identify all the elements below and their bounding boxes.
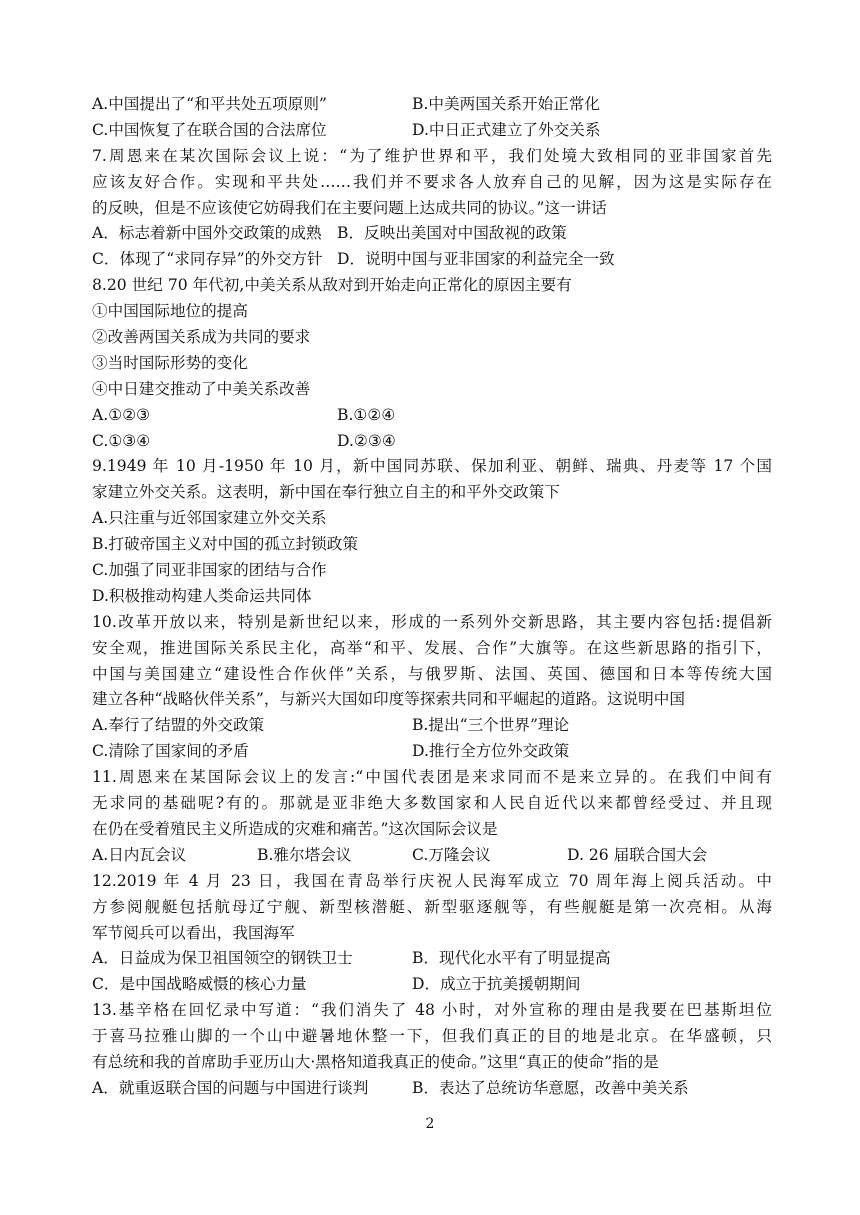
q6-option-b: B.中美两国关系开始正常化 <box>412 95 600 113</box>
q11-option-b: B.雅尔塔会议 <box>257 845 352 864</box>
q6-options-row-2 <box>92 118 772 144</box>
q7-option-b: B．反映出美国对中国敌视的政策 <box>337 224 567 243</box>
q12-option-b: B．现代化水平有了明显提高 <box>412 949 611 968</box>
q10-options-row-2 <box>92 739 772 765</box>
q10-stem-line-3: 中国与美国建立“建设性合作伙伴”关系，与俄罗斯、法国、英国、德国和日本等传统大国 <box>92 664 772 683</box>
q9-option-c: C.加强了同亚非国家的团结与合作 <box>92 561 327 580</box>
q10-stem-line-1: 10.改革开放以来，特别是新世纪以来，形成的一系列外交新思路，其主要内容包括:提倡新 <box>92 612 772 631</box>
q12-option-c: C．是中国战略威慑的核心力量 <box>92 975 307 994</box>
q11-stem-line-2: 无求同的基础呢?有的。那就是亚非绝大多数国家和人民自近代以来都曾经受过、并且现 <box>92 794 772 813</box>
q12-option-a: A．日益成为保卫祖国领空的钢铁卫士 <box>92 949 353 968</box>
q7-option-a: A．标志着新中国外交政策的成熟 <box>92 224 322 243</box>
q9-stem-line-2: 家建立外交关系。这表明，新中国在奉行独立自主的和平外交政策下 <box>92 483 560 502</box>
q8-stem: 8.20 世纪 70 年代初,中美关系从敌对到开始走向正常化的原因主要有 <box>92 276 572 295</box>
q11-options-row <box>92 843 772 869</box>
q8-options-row-2 <box>92 429 772 455</box>
q7-option-c: C．体现了“求同存异”的外交方针 <box>92 250 323 269</box>
q8-item-3: ③当时国际形势的变化 <box>92 353 248 372</box>
q13-stem-line-1: 13.基辛格在回忆录中写道：“我们消失了 48 小时，对外宣称的理由是我要在巴基斯坦位 <box>92 1001 772 1020</box>
q7-stem-line-3: 的反映，但是不应该使它妨碍我们在主要问题上达成共同的协议。”这一讲话 <box>92 198 607 217</box>
q8-option-b: B.①②④ <box>337 405 396 424</box>
q7-stem-line-2: 应该友好合作。实现和平共处……我们并不要求各人放弃自己的见解，因为这是实际存在 <box>92 172 772 191</box>
q10-option-c: C.清除了国家间的矛盾 <box>92 742 249 761</box>
q9-option-a: A.只注重与近邻国家建立外交关系 <box>92 509 327 528</box>
q12-stem-line-3: 军节阅兵可以看出，我国海军 <box>92 923 295 942</box>
q11-option-c: C.万隆会议 <box>412 845 491 864</box>
q9-option-d: D.积极推动构建人类命运共同体 <box>92 586 312 605</box>
q10-options-row-1 <box>92 713 772 739</box>
q8-option-a: A.①②③ <box>92 405 151 424</box>
q12-stem-line-2: 方参阅舰艇包括航母辽宁舰、新型核潜艇、新型驱逐舰等，有些舰艇是第一次亮相。从海 <box>92 897 772 916</box>
q7-stem-line-1: 7.周恩来在某次国际会议上说：“为了维护世界和平，我们处境大致相同的亚非国家首先 <box>92 146 772 165</box>
q11-option-a: A.日内瓦会议 <box>92 845 187 864</box>
q7-option-d: D．说明中国与亚非国家的利益完全一致 <box>337 250 615 269</box>
q8-option-c: C.①③④ <box>92 431 151 450</box>
q7-options-row-2 <box>92 247 772 273</box>
q13-option-b: B．表达了总统访华意愿，改善中美关系 <box>412 1078 689 1097</box>
q10-stem-line-2: 安全观，推进国际关系民主化，高举“和平、发展、合作”大旗等。在这些新思路的指引下， <box>92 638 772 657</box>
q9-stem-line-1: 9.1949 年 10 月-1950 年 10 月，新中国同苏联、保加利亚、朝鲜、瑞典、丹麦等 17 个国 <box>92 457 772 476</box>
q13-stem-line-3: 有总统和我的首席助手亚历山大·黑格知道我真正的使命。”这里“真正的使命”指的是 <box>92 1052 659 1071</box>
q8-option-d: D.②③④ <box>337 431 396 450</box>
q6-option-c: C.中国恢复了在联合国的合法席位 <box>92 120 327 139</box>
q11-stem-line-3: 在仍在受着殖民主义所造成的灾难和痛苦。”这次国际会议是 <box>92 819 498 838</box>
q8-item-2: ②改善两国关系成为共同的要求 <box>92 328 311 347</box>
q12-options-row-2 <box>92 972 772 998</box>
q10-stem-line-4: 建立各种“战略伙伴关系”，与新兴大国如印度等探索共同和平崛起的道路。这说明中国 <box>92 690 685 709</box>
q10-option-a: A.奉行了结盟的外交政策 <box>92 716 265 735</box>
question-list <box>92 92 772 1102</box>
q12-option-d: D．成立于抗美援朝期间 <box>412 975 581 994</box>
q13-stem-line-2: 于喜马拉雅山脚的一个山中避暑地休整一下，但我们真正的目的地是北京。在华盛顿，只 <box>92 1027 772 1046</box>
q13-option-a: A．就重返联合国的问题与中国进行谈判 <box>92 1078 369 1097</box>
q8-item-4: ④中日建交推动了中美关系改善 <box>92 379 311 398</box>
q6-options-row-1 <box>92 92 772 118</box>
q11-option-d: D. 26 届联合国大会 <box>567 845 708 864</box>
q8-options-row-1 <box>92 403 772 429</box>
q6-option-a: A.中国提出了“和平共处五项原则” <box>92 95 327 113</box>
q12-options-row-1 <box>92 946 772 972</box>
q8-item-1: ①中国国际地位的提高 <box>92 302 248 321</box>
q9-option-b: B.打破帝国主义对中国的孤立封锁政策 <box>92 535 358 554</box>
q7-options-row-1 <box>92 221 772 247</box>
page-number: 2 <box>425 1116 435 1132</box>
q6-option-d: D.中日正式建立了外交关系 <box>412 120 601 139</box>
q13-options-row-1 <box>92 1076 772 1102</box>
q12-stem-line-1: 12.2019 年 4 月 23 日，我国在青岛举行庆祝人民海军成立 70 周年海上阅兵活动。中 <box>92 871 772 890</box>
q10-option-d: D.推行全方位外交政策 <box>412 742 570 761</box>
q11-stem-line-1: 11.周恩来在某国际会议上的发言:“中国代表团是来求同而不是来立异的。在我们中间有 <box>92 768 772 787</box>
q10-option-b: B.提出“三个世界”理论 <box>412 716 570 735</box>
